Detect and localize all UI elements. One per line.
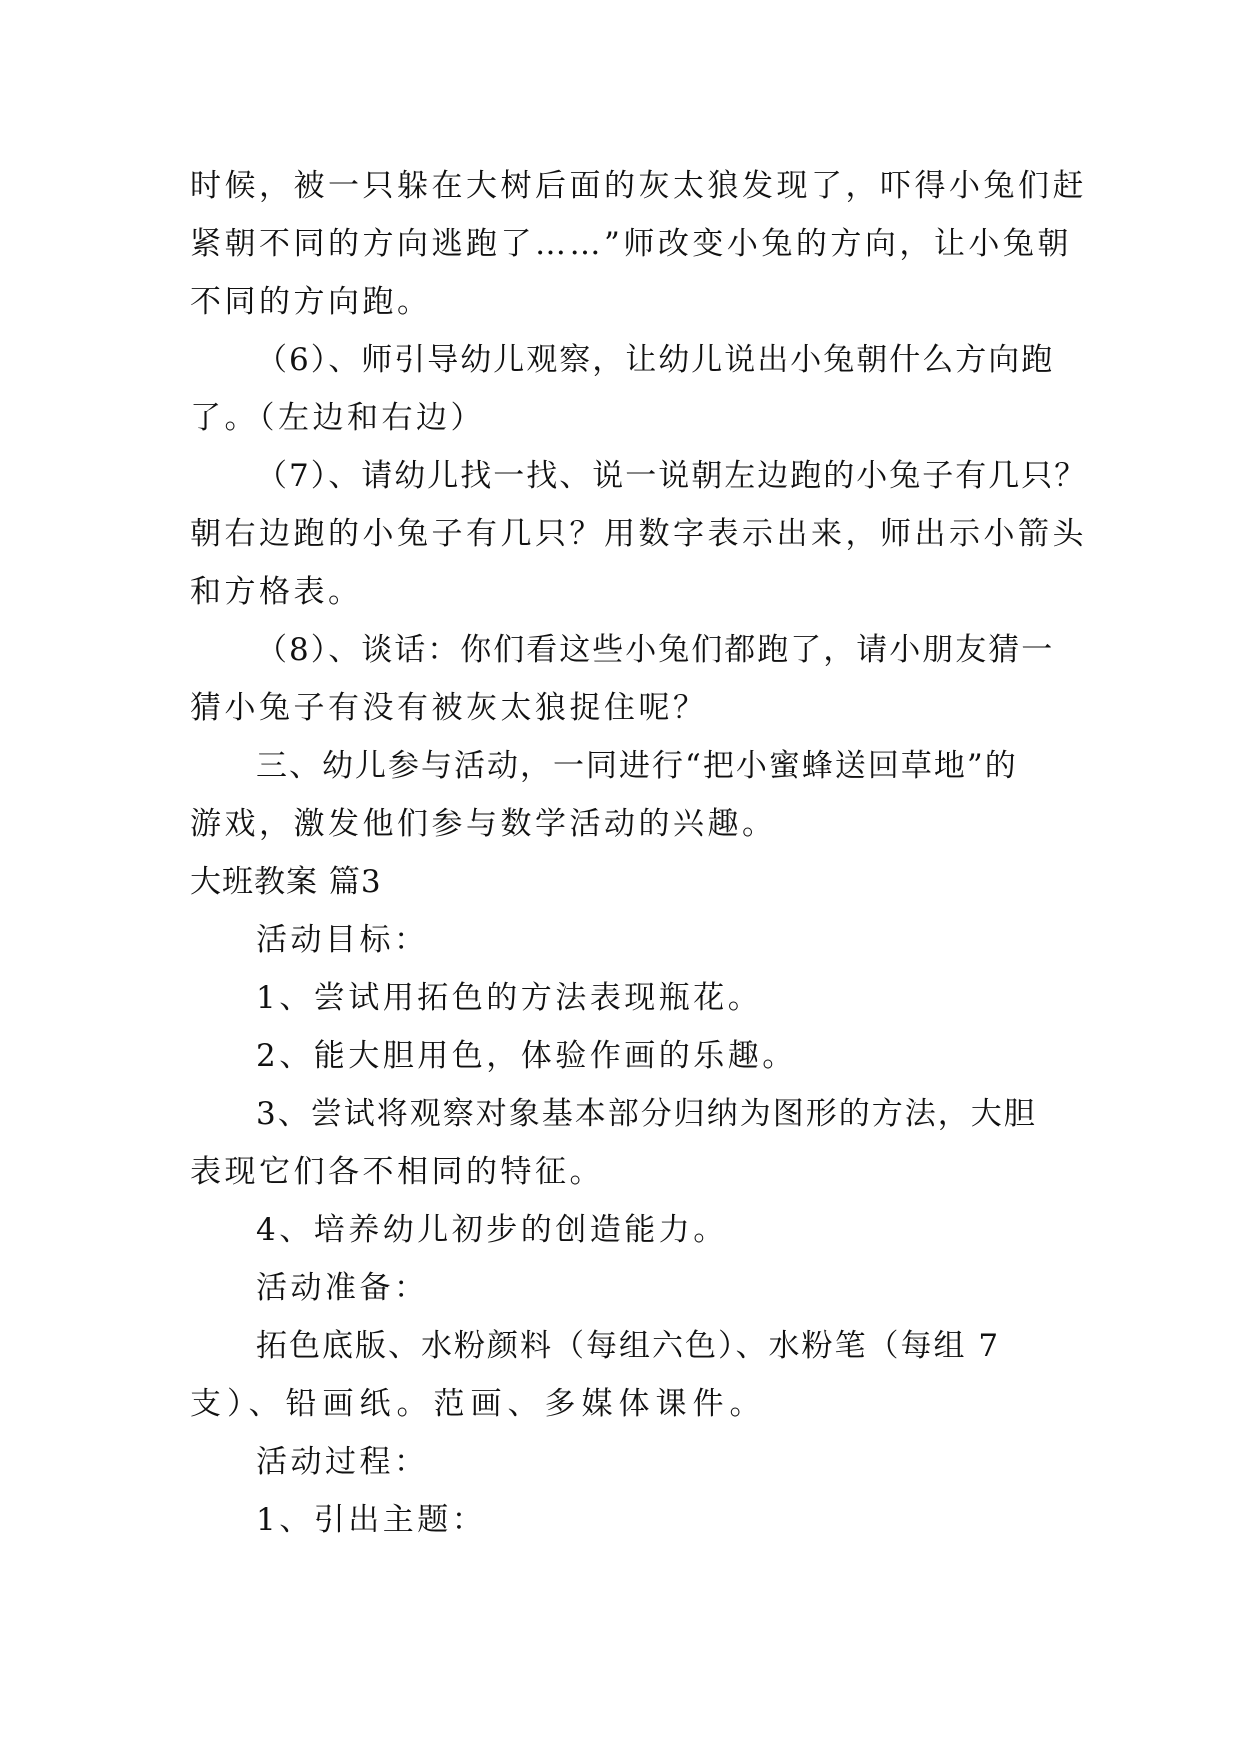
section-heading: 大班教案 篇3 <box>190 864 382 900</box>
paragraph-line: （8）、谈话：你们看这些小兔们都跑了，请小朋友猜一 <box>256 632 1055 668</box>
paragraph-line: （6）、师引导幼儿观察，让幼儿说出小兔朝什么方向跑 <box>256 342 1055 378</box>
paragraph-line: 拓色底版、水粉颜料（每组六色）、水粉笔（每组 7 <box>256 1328 1001 1364</box>
paragraph-line: 表现它们各不相同的特征。 <box>190 1154 604 1190</box>
paragraph-line: 活动目标： <box>256 922 429 958</box>
paragraph-line: 朝右边跑的小兔子有几只？用数字表示出来，师出示小箭头 <box>190 516 1087 552</box>
paragraph-line: 2、能大胆用色，体验作画的乐趣。 <box>256 1038 797 1074</box>
paragraph-line: 活动过程： <box>256 1444 429 1480</box>
paragraph-line: 三、幼儿参与活动，一同进行“把小蜜蜂送回草地”的 <box>256 748 1018 784</box>
paragraph-line: 了。（左边和右边） <box>190 400 485 436</box>
paragraph-line: 活动准备： <box>256 1270 429 1306</box>
paragraph-line: 游戏，激发他们参与数学活动的兴趣。 <box>190 806 777 842</box>
paragraph-line: 1、引出主题： <box>256 1502 487 1538</box>
paragraph-line: （7）、请幼儿找一找、说一说朝左边跑的小兔子有几只？ <box>256 458 1088 494</box>
paragraph-line: 时候，被一只躲在大树后面的灰太狼发现了，吓得小兔们赶 <box>190 168 1087 204</box>
paragraph-line: 不同的方向跑。 <box>190 284 432 320</box>
paragraph-line: 1、尝试用拓色的方法表现瓶花。 <box>256 980 763 1016</box>
paragraph-line: 4、培养幼儿初步的创造能力。 <box>256 1212 728 1248</box>
paragraph-line: 支）、铅画纸。范画、多媒体课件。 <box>190 1386 767 1422</box>
paragraph-line: 和方格表。 <box>190 574 363 610</box>
paragraph-line: 紧朝不同的方向逃跑了……”师改变小兔的方向，让小兔朝 <box>190 226 1072 262</box>
paragraph-line: 3、尝试将观察对象基本部分归纳为图形的方法，大胆 <box>256 1096 1037 1132</box>
paragraph-line: 猜小兔子有没有被灰太狼捉住呢？ <box>190 690 708 726</box>
